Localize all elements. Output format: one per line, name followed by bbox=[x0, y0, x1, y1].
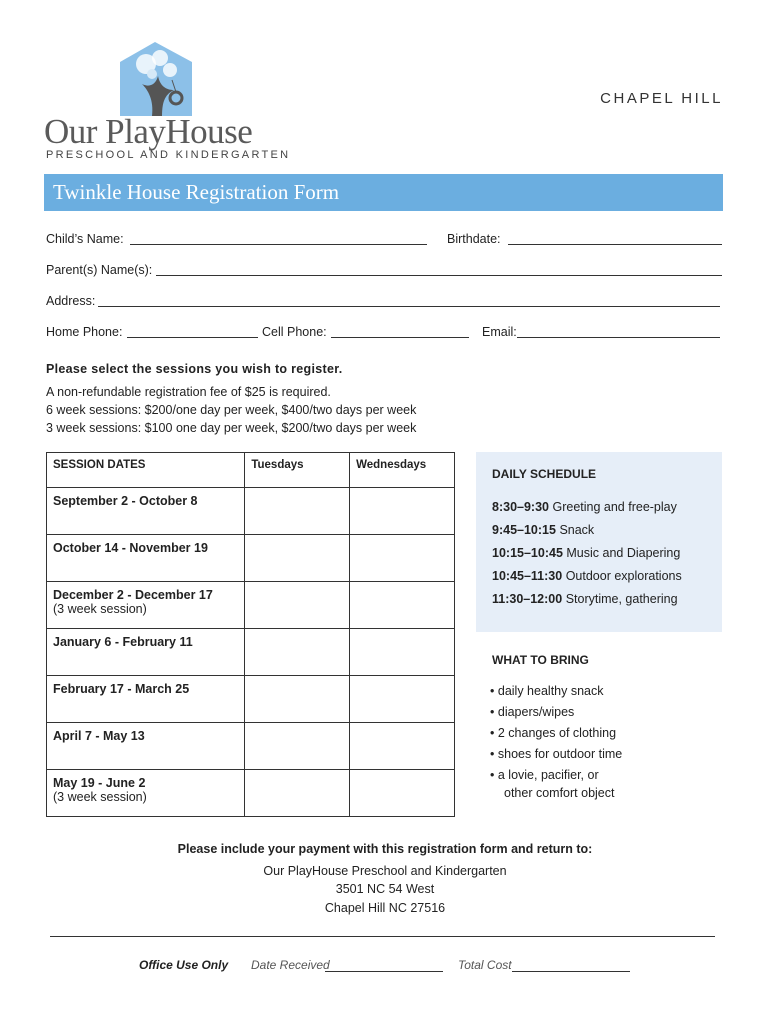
session-dates: May 19 - June 2 bbox=[53, 776, 146, 790]
bring-item: • 2 changes of clothing bbox=[490, 726, 617, 740]
schedule-time: 9:45–10:15 bbox=[492, 523, 556, 537]
bullet-icon: • bbox=[490, 747, 495, 761]
session-dates: February 17 - March 25 bbox=[53, 682, 190, 696]
session-dates-cell bbox=[47, 723, 245, 770]
tuesday-checkbox[interactable] bbox=[245, 582, 350, 629]
three-week-pricing: 3 week sessions: $100 one day per week, $200/two days per week bbox=[46, 421, 417, 435]
bring-item: • a lovie, pacifier, or bbox=[490, 768, 599, 782]
session-dates-cell bbox=[47, 535, 245, 582]
bullet-icon: • bbox=[490, 768, 495, 782]
schedule-time: 10:45–11:30 bbox=[492, 569, 563, 583]
child-name-label: Child’s Name: bbox=[46, 232, 124, 246]
schedule-activity: Outdoor explorations bbox=[565, 569, 682, 583]
table-header-row bbox=[47, 453, 455, 488]
session-dates-cell bbox=[47, 629, 245, 676]
schedule-activity: Music and Diapering bbox=[566, 546, 681, 560]
wednesday-checkbox[interactable] bbox=[350, 488, 455, 535]
session-note: (3 week session) bbox=[53, 790, 147, 804]
logo-subtitle: PRESCHOOL AND KINDERGARTEN bbox=[46, 149, 291, 161]
campus-name: CHAPEL HILL bbox=[600, 90, 723, 107]
schedule-time: 10:15–10:45 bbox=[492, 546, 563, 560]
wednesday-checkbox[interactable] bbox=[350, 770, 455, 817]
sessions-table bbox=[46, 452, 455, 817]
six-week-pricing: 6 week sessions: $200/one day per week, $400/two days per week bbox=[46, 403, 417, 417]
schedule-activity: Storytime, gathering bbox=[565, 592, 678, 606]
wednesday-checkbox[interactable] bbox=[350, 535, 455, 582]
birthdate-field[interactable] bbox=[508, 230, 722, 245]
bring-item: • shoes for outdoor time bbox=[490, 747, 623, 761]
parents-field[interactable] bbox=[156, 261, 722, 276]
bullet-icon: • bbox=[490, 705, 495, 719]
address-field[interactable] bbox=[98, 292, 720, 307]
total-cost-label: Total Cost bbox=[458, 958, 512, 972]
schedule-item bbox=[492, 546, 680, 560]
schedule-activity: Snack bbox=[559, 523, 595, 537]
schedule-heading: DAILY SCHEDULE bbox=[492, 467, 597, 481]
session-dates-cell bbox=[47, 676, 245, 723]
session-dates: October 14 - November 19 bbox=[53, 541, 208, 555]
divider bbox=[50, 936, 715, 937]
bring-item: • daily healthy snack bbox=[490, 684, 604, 698]
total-cost-field[interactable] bbox=[512, 958, 630, 972]
schedule-time: 8:30–9:30 bbox=[492, 500, 549, 514]
home-phone-label: Home Phone: bbox=[46, 325, 123, 339]
form-title: Twinkle House Registration Form bbox=[53, 180, 340, 204]
date-received-field[interactable] bbox=[325, 958, 443, 972]
table-row bbox=[47, 629, 455, 676]
home-phone-field[interactable] bbox=[127, 323, 258, 338]
email-field[interactable] bbox=[517, 323, 720, 338]
schedule-item bbox=[492, 500, 677, 514]
session-dates-cell bbox=[47, 770, 245, 817]
session-dates-cell bbox=[47, 582, 245, 629]
return-street: 3501 NC 54 West bbox=[335, 882, 435, 896]
session-note: (3 week session) bbox=[53, 602, 147, 616]
tuesday-checkbox[interactable] bbox=[245, 723, 350, 770]
sessions-heading: Please select the sessions you wish to register. bbox=[46, 362, 343, 376]
session-dates: December 2 - December 17 bbox=[53, 588, 213, 602]
table-row bbox=[47, 770, 455, 817]
header-wednesdays: Wednesdays bbox=[350, 453, 455, 488]
header-tuesdays: Tuesdays bbox=[245, 453, 350, 488]
tuesday-checkbox[interactable] bbox=[245, 535, 350, 582]
child-name-field[interactable] bbox=[130, 230, 427, 245]
logo-graphic bbox=[112, 40, 198, 118]
tree-house-icon bbox=[112, 40, 198, 118]
wednesday-checkbox[interactable] bbox=[350, 723, 455, 770]
table-row bbox=[47, 488, 455, 535]
session-dates: January 6 - February 11 bbox=[53, 635, 193, 649]
payment-heading: Please include your payment with this registration form and return to: bbox=[177, 842, 593, 856]
session-dates-cell bbox=[47, 488, 245, 535]
tuesday-checkbox[interactable] bbox=[245, 629, 350, 676]
address-label: Address: bbox=[46, 294, 96, 308]
email-label: Email: bbox=[482, 325, 517, 339]
office-use-label: Office Use Only bbox=[139, 958, 229, 972]
parents-label: Parent(s) Name(s): bbox=[46, 263, 153, 277]
bullet-icon: • bbox=[490, 726, 495, 740]
table-row bbox=[47, 582, 455, 629]
tuesday-checkbox[interactable] bbox=[245, 770, 350, 817]
title-banner bbox=[44, 174, 723, 211]
date-received-label: Date Received bbox=[251, 958, 330, 972]
schedule-item bbox=[492, 523, 594, 537]
session-dates: September 2 - October 8 bbox=[53, 494, 198, 508]
header-session-dates: SESSION DATES bbox=[47, 453, 245, 488]
table-row bbox=[47, 535, 455, 582]
cell-phone-label: Cell Phone: bbox=[262, 325, 327, 339]
table-row bbox=[47, 723, 455, 770]
wednesday-checkbox[interactable] bbox=[350, 676, 455, 723]
wednesday-checkbox[interactable] bbox=[350, 629, 455, 676]
cell-phone-field[interactable] bbox=[331, 323, 469, 338]
schedule-item bbox=[492, 569, 682, 583]
schedule-time: 11:30–12:00 bbox=[492, 592, 563, 606]
bring-item-continued: other comfort object bbox=[504, 786, 615, 800]
tuesday-checkbox[interactable] bbox=[245, 488, 350, 535]
bring-item: • diapers/wipes bbox=[490, 705, 575, 719]
return-name: Our PlayHouse Preschool and Kindergarten bbox=[263, 864, 507, 878]
birthdate-label: Birthdate: bbox=[447, 232, 501, 246]
wednesday-checkbox[interactable] bbox=[350, 582, 455, 629]
session-dates: April 7 - May 13 bbox=[53, 729, 145, 743]
return-city: Chapel Hill NC 27516 bbox=[324, 901, 446, 915]
bring-heading: WHAT TO BRING bbox=[492, 653, 589, 667]
logo-name: Our PlayHouse bbox=[44, 112, 253, 151]
daily-schedule-box bbox=[476, 452, 722, 632]
tuesday-checkbox[interactable] bbox=[245, 676, 350, 723]
schedule-item bbox=[492, 592, 678, 606]
schedule-activity: Greeting and free-play bbox=[552, 500, 677, 514]
bullet-icon: • bbox=[490, 684, 495, 698]
table-row bbox=[47, 676, 455, 723]
fee-note: A non-refundable registration fee of $25 is required. bbox=[46, 385, 331, 399]
